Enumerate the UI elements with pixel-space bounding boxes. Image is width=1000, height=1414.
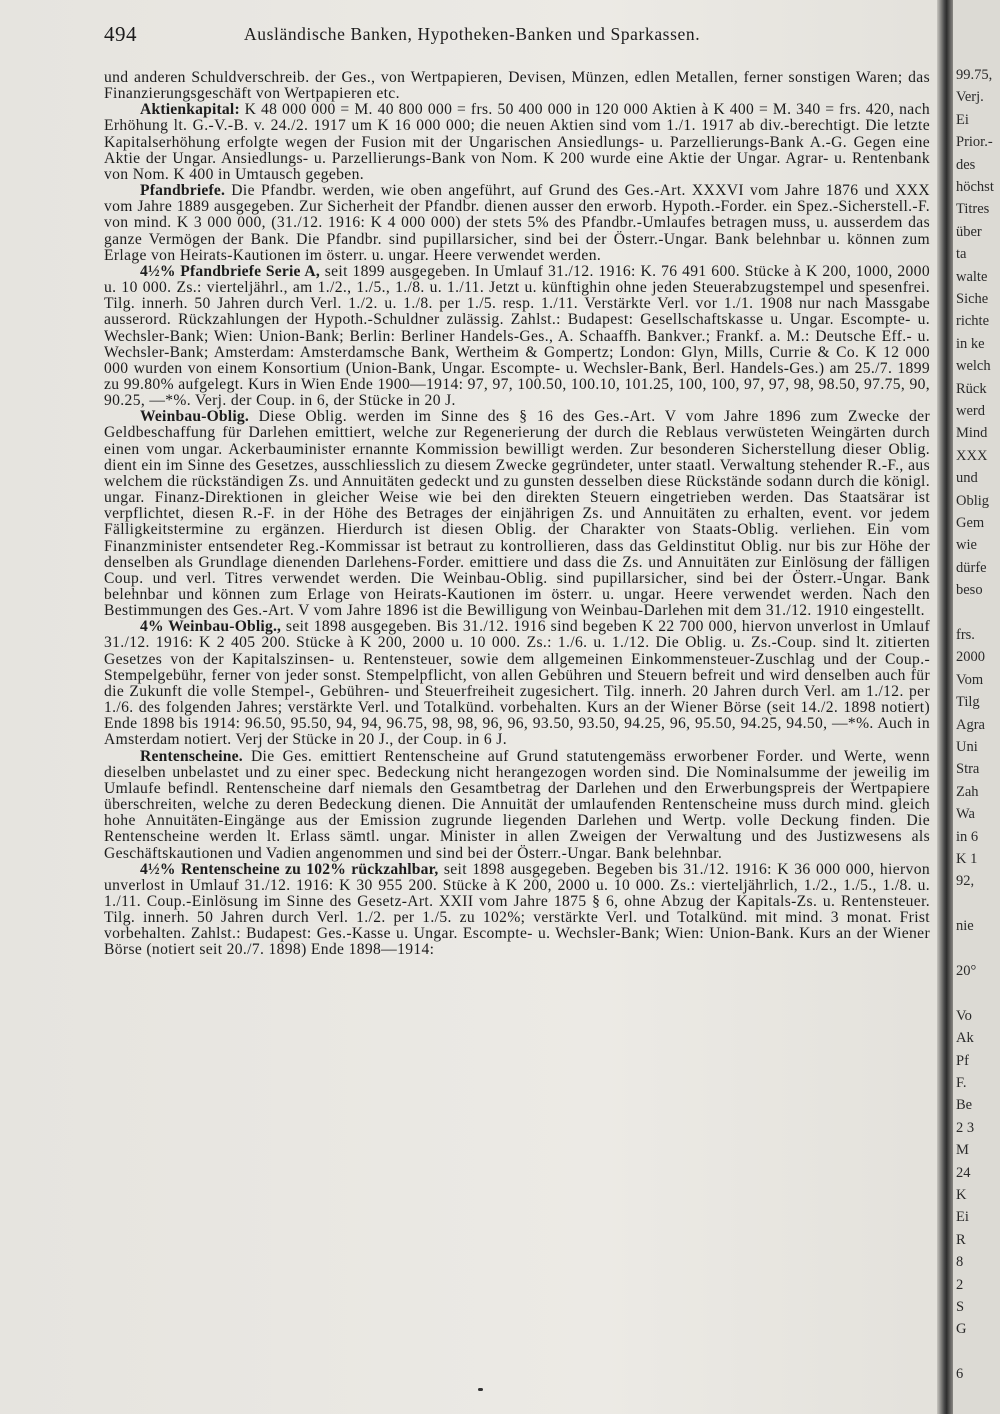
facing-page-fragment: Vo — [956, 1007, 972, 1024]
facing-page-fragment: K 1 — [956, 851, 978, 867]
facing-page-fragment: Verj. — [956, 89, 984, 106]
facing-page-fragment: G — [956, 1321, 967, 1338]
paragraph-aktienkapital — [104, 102, 930, 183]
body-text — [104, 70, 930, 959]
facing-page-fragment: werd — [956, 403, 985, 419]
facing-page-fragment: Ei — [956, 111, 969, 128]
paragraph-text: und anderen Schuldverschreib. der Ges., von Wertpapieren, Devisen, Münzen, edlen Metallen, ferner sonstigen Waren; das Finanzierungsgeschäft von Wertpapieren etc. — [104, 69, 930, 103]
facing-page-edge — [953, 0, 1000, 1414]
section-heading: Pfandbriefe. — [140, 182, 226, 200]
facing-page-fragment: 2000 — [956, 649, 985, 666]
page-header — [104, 22, 794, 52]
facing-page-fragment: höchst — [956, 179, 994, 195]
facing-page-fragment: über — [956, 223, 982, 240]
facing-page-fragment: S — [956, 1299, 965, 1315]
facing-page-fragment: Uni — [956, 739, 978, 755]
page-number: 494 — [104, 22, 137, 46]
facing-page-fragment: 6 — [956, 1366, 964, 1383]
paragraph-rentenscheine — [104, 749, 930, 862]
facing-page-fragment: Agra — [956, 716, 985, 733]
paragraph-text: seit 1898 ausgegeben. Begeben bis 31./12. 1916: K 36 000 000, hiervon unverlost in Umlauf 31./12. 1916: K 30 955 200. Stücke à K 200, 2000 u. 10 000. Zs.: vierteljährlich, 1./2., 1./5., 1./8. u. 1./11. Coup.-Einlösung im Sinne des Gesetz-Art. XXII vom Jahre 1875 § 6, ohne Abzug der Kapitals-Zs. u. Rentensteuer. Tilg. innerh. 50 Jahren durch Verl. 1./2. per 1./5. zu 102%; verstärkte Verl. und Totalkünd. mit mind. 3 monat. Frist vorbehalten. Zahlst.: Budapest: Ges.-Kasse u. Ungar. Escompte- u. Wechsler-Bank; Wien: Union-Bank. Kurs an der Wiener Börse (notiert seit 20./7. 1898) Ende 1898—1914: — [104, 860, 930, 959]
paragraph-pfandbriefe-serie-a — [104, 264, 930, 409]
facing-page-fragment: M — [956, 1142, 969, 1159]
facing-page-fragment: nie — [956, 918, 974, 935]
facing-page-fragment: Siche — [956, 291, 989, 307]
running-title: Ausländische Banken, Hypotheken-Banken und Sparkassen. — [244, 24, 701, 44]
paragraph-text: seit 1899 ausgegeben. In Umlauf 31./12. 1916: K. 76 491 600. Stücke à K 200, 1000, 2000 u. 10 000. Zs.: vierteljährl., am 1./2., 1./5., 1./8. u. 1./11. Jetzt u. künftighin ohne jeden Steuerabzugstempel und spesenfrei. Tilg. innerh. 50 Jahren durch Verl. 1./2. u. 1./8. per 1./5. resp. 1./11. Verstärkte Verl. vor 1./1. 1908 nur nach Massgabe ausserord. Rückzahlungen der Hypoth.-Schuldner zulässig. Zahlst.: Budapest: Gesellschaftskasse u. Ungar. Escompte- u. Wechsler-Bank; Wien: Union-Bank; Berlin: Berliner Handels-Ges., A. Schaaffh. Bankver.; Frankf. a. M.: Deutsche Eff.- u. Wechsler-Bank; Amsterdam: Amsterdamsche Bank, Wertheim & Gompertz; London: Glyn, Mills, Currie & Co. K 12 000 000 wurden von einem Konsortium (Union-Bank, Ungar. Escompte- u. Wechsler-Bank, Berl. Handels-Ges.) am 25./7. 1899 zu 99.80% aufgelegt. Kurs in Wien Ende 1900—1914: 97, 97, 100.50, 100.10, 101.25, 100, 100, 97, 97, 98, 98.50, 97.75, 90, 90.25, —*%. Verj. der Coup. in 6, der Stücke in 20 J. — [104, 262, 930, 410]
facing-page-fragment: F. — [956, 1075, 967, 1091]
paragraph-text: K 48 000 000 = M. 40 800 000 = frs. 50 400 000 in 120 000 Aktien à K 400 = M. 340 = frs. 420, nach Erhöhung lt. G.-V.-B. v. 24./2. 1917 um K 16 000 000; die neuen Aktien sind vom 1./1. 1917 ab div.-berechtigt. Die letzte Kapitalserhöhung erfolgte wegen der Fusion mit der Ungarischen Ansiedlungs- u. Parzellierungs-Bank A.-G. Gegen eine Aktie der Ungar. Ansiedlungs- u. Parzellierungs-Bank von Nom. K 200 wurde eine Aktie der Ungar. Agrar- u. Rentenbank von Nom. K 400 in Umtausch gegeben. — [104, 101, 930, 183]
facing-page-fragment: Prior.- — [956, 134, 993, 151]
paragraph-text: Diese Oblig. werden im Sinne des § 16 des Ges.-Art. V vom Jahre 1896 zum Zwecke der Geldbeschaffung für Darlehen emittiert, welche zur Regenerierung der durch die Reblaus verwüsteten Weingärten durch einen vom ungar. Ackerbauminister ernannte Kommission bewilligt werden. Zur besonderen Sicherstellung dieser Oblig. dient ein im Sinne des Gesetzes, ausschliesslich zu diesem Zwecke gegründeter, unter staatl. Verwaltung stehender R.-F., aus welchem die rückständigen Zs. und Annuitäten gedeckt und zu gunsten desselben diese Rückstände sodann durch die königl. ungar. Finanz-Direktionen in gleicher Weise wie bei den direkten Steuern eingetrieben werden. Das Staatsärar ist verpflichtet, diesen R.-F. in der Höhe des Betrages der einjährigen Zs. und Annuitäten zu erhalten, event. vor jedem Fälligkeitstermine zu ergänzen. Hierdurch ist diesen Oblig. der Charakter von Staats-Oblig. verliehen. Ein vom Finanzminister entsendeter Reg.-Kommissar ist betraut zu kontrollieren, dass das Geldinstitut Oblig. nur bis zur Höhe der denselben als Grundlage dienenden Darlehens-Forder. emittiere und dass die Zs. und Annuitäten zur Einlösung der fälligen Coup. und verl. Titres verwendet werden. Die Weinbau-Oblig. sind pupillarsicher, sind bei der Österr.-Ungar. Bank belehnbar und können zum Erlage von Heirats-Kautionen im österr. u. ungar. Heere verwendet werden. Nach den Bestimmungen des Ges.-Art. V vom Jahre 1896 ist die Bewilligung von Weinbau-Darlehen mit dem 31./12. 1910 eingestellt. — [104, 408, 930, 620]
facing-page-fragment: in 6 — [956, 828, 979, 845]
facing-page-fragment: Rück — [956, 380, 987, 397]
facing-page-fragment: Zah — [956, 783, 979, 800]
facing-page-fragment: frs. — [956, 627, 975, 643]
print-speck — [478, 1388, 483, 1391]
facing-page-fragment: 99.75, — [956, 67, 993, 83]
facing-page-fragment: dürfe — [956, 559, 987, 576]
facing-page-fragment: 2 — [956, 1276, 964, 1293]
section-heading: 4½% Pfandbriefe Serie A, — [140, 262, 320, 280]
paragraph-weinbau-oblig — [104, 409, 930, 619]
facing-page-fragment: 92, — [956, 873, 975, 890]
paragraph-rentenscheine-102 — [104, 862, 930, 959]
facing-page-fragment: XXX — [956, 447, 988, 464]
facing-page-fragment: Pf — [956, 1052, 969, 1069]
facing-page-fragment: 20° — [956, 963, 977, 979]
facing-page-fragment: 2 3 — [956, 1119, 975, 1136]
section-heading: Aktienkapital: — [140, 101, 240, 119]
facing-page-fragment: R — [956, 1231, 966, 1248]
section-heading: 4½% Rentenscheine zu 102% rückzahlbar, — [140, 860, 439, 878]
facing-page-fragment: beso — [956, 582, 983, 599]
paragraph-continuation — [104, 70, 930, 102]
facing-page-fragment: Be — [956, 1097, 973, 1114]
paragraph-text: Die Ges. emittiert Rentenscheine auf Grund statutengemäss erworbener Forder. und Werte, wenn dieselben unbelastet und zu einer spec. Bedeckung nicht herangezogen worden sind. Die Nominalsumme der jeweilig im Umlaufe befindl. Rentenscheine darf niemals den Gesamtbetrag der Darlehen und den Erwerbungspreis der Wertpapiere überschreiten, welche zu deren Bedeckung dienen. Die Annuität der umlaufenden Rentenscheine muss durch mind. gleich hohe Annuitäten-Eingänge aus der Emission zugrunde liegenden Darlehen und Wertp. volle Deckung finden. Die Rentenscheine werden lt. Erlass sämtl. ungar. Minister in allen Zweigen der Verwaltung und des Justizwesens als Geschäftskautionen und Vadien angenommen und sind bei der Österr.-Ungar. Bank belehnbar. — [104, 747, 930, 862]
section-heading: Weinbau-Oblig. — [140, 408, 249, 426]
facing-page-fragment: Mind — [956, 425, 988, 442]
paragraph-text: Die Pfandbr. werden, wie oben angeführt, auf Grund des Ges.-Art. XXXVI vom Jahre 1876 und XXX vom Jahre 1889 ausgegeben. Zur Sicherheit der Pfandbr. dienen ausser den erworb. Hypoth.-Forder. ein Spez.-Sicherstell.-F. von mind. K 3 000 000, (31./12. 1916: K 4 000 000) der stets 5% des Pfandbr.-Umlaufes betragen muss, u. ausserdem das ganze Vermögen der Bank. Die Pfandbr. sind pupillarsicher, sind bei der Österr.-Ungar. Bank belehnbar u. können zum Erlage von Heirats-Kautionen im österr. u. ungar. Heere verwendet werden. — [104, 182, 930, 264]
facing-page-fragment: welch — [956, 358, 991, 375]
paragraph-4pct-weinbau-oblig — [104, 619, 930, 748]
facing-page-fragment: Stra — [956, 761, 980, 778]
facing-page-fragment: Oblig — [956, 492, 990, 509]
facing-page-fragment: Ak — [956, 1030, 974, 1047]
facing-page-fragment: ta — [956, 246, 967, 263]
facing-page-fragment: richte — [956, 313, 990, 330]
facing-page-fragment: und — [956, 470, 978, 487]
book-gutter — [937, 0, 953, 1414]
facing-page-fragment: des — [956, 156, 976, 173]
facing-page-fragment: 8 — [956, 1254, 964, 1271]
facing-page-fragment: Gem — [956, 515, 985, 531]
facing-page-fragment: Tilg — [956, 694, 980, 711]
facing-page-fragment: in ke — [956, 335, 985, 352]
facing-page-fragment: Titres — [956, 201, 990, 218]
facing-page-fragment: K — [956, 1187, 967, 1203]
paragraph-text: seit 1898 ausgegeben. Bis 31./12. 1916 sind begeben K 22 700 000, hiervon unverlost in Umlauf 31./12. 1916: K 2 405 200. Stücke à K 200, 2000 u. 10 000. Zs.: 1./6. u. 1./12. Die Oblig. u. Zs.-Coup. sind lt. zitierten Gesetzes von der Kapitalszinsen- u. Rentensteuer, sowie dem allgemeinen Einkommensteuer-Zuschlag und der Coup.-Stempelgebühr, ferner von jeder sonst. Stempelpflicht, von allen Gebühren und Steuern befreit und wird denselben auch für die Zukunft die volle Stempel-, Gebühren- und Steuerfreiheit zugesichert. Tilg. innerh. 20 Jahren durch Verl. am 1./12. per 1./6. des folgenden Jahres; verstärkte Verl. und Totalkünd. vorbehalten. Kurs an der Wiener Börse (seit 14./2. 1898 notiert) Ende 1898 bis 1914: 96.50, 95.50, 94, 94, 96.75, 98, 98, 96, 96, 93.50, 93.50, 94.25, 96, 95.50, 94.25, 94.50, —*%. Auch in Amsterdam notiert. Verj der Stücke in 20 J., der Coup. in 6 J. — [104, 618, 930, 749]
facing-page-fragment: Vom — [956, 671, 984, 688]
paragraph-pfandbriefe — [104, 183, 930, 264]
facing-page-fragment: Wa — [956, 806, 975, 823]
facing-page-fragment: Ei — [956, 1209, 969, 1226]
section-heading: Rentenscheine. — [140, 747, 243, 765]
facing-page-fragment: 24 — [956, 1164, 971, 1181]
facing-page-fragment: wie — [956, 537, 977, 554]
section-heading: 4% Weinbau-Oblig., — [140, 618, 282, 636]
facing-page-fragment: walte — [956, 268, 988, 285]
